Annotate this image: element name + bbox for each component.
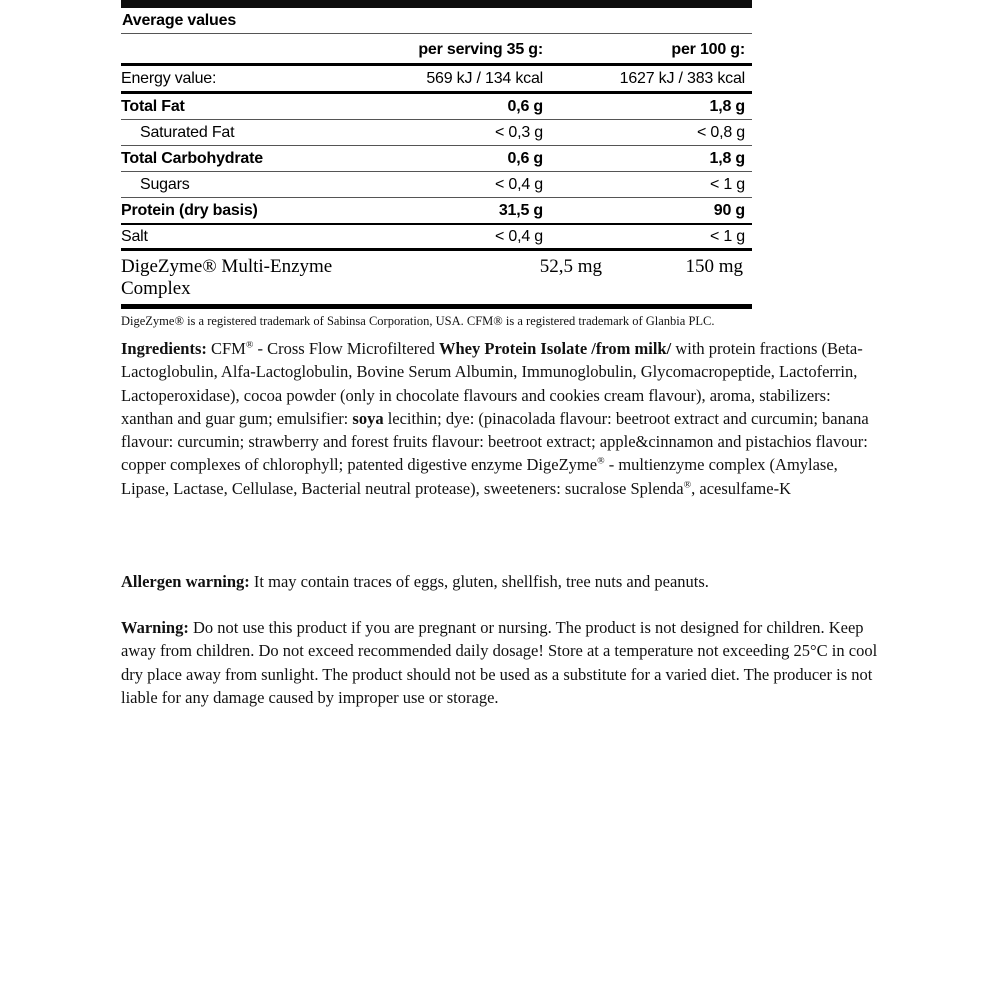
table-row <box>121 66 752 94</box>
row-value: 1627 kJ / 383 kcal <box>619 70 745 87</box>
allergen-warning-paragraph: Allergen warning: It may contain traces of eggs, gluten, shellfish, tree nuts and peanuts. <box>121 572 709 591</box>
row-value: < 0,4 g <box>495 176 543 193</box>
row-value: 31,5 g <box>498 202 543 219</box>
table-header-row <box>121 34 752 66</box>
row-value: 569 kJ / 134 kcal <box>426 70 543 87</box>
row-value: < 0,8 g <box>697 124 745 141</box>
table-row <box>121 225 752 251</box>
row-label: Total Fat <box>121 98 185 115</box>
table-row <box>121 146 752 172</box>
col-header-per-100g: per 100 g: <box>671 41 745 58</box>
enzyme-per-100g-value: 150 mg <box>685 256 743 277</box>
row-value: 0,6 g <box>507 150 543 167</box>
row-value: 1,8 g <box>709 150 745 167</box>
row-value: < 1 g <box>709 176 745 193</box>
enzyme-complex-row <box>121 251 752 309</box>
row-value: 1,8 g <box>709 98 745 115</box>
nutrition-rows <box>121 66 752 251</box>
ingredients-paragraph: Ingredients: CFM® - Cross Flow Microfiltered Whey Protein Isolate /from milk/ with protein fractions (Beta-Lactoglobulin, Alfa-Lactoglobulin, Bovine Serum Albumin, Immunoglobulin, Glycomacropeptide, Lactoferrin, Lactoperoxidase), cocoa powder (only in chocolate flavours and cookies cream flavour), aroma, stabilizers: xanthan and guar gum; emulsifier: soya lecithin; dye: (pinacolada flavour: beetroot extract and curcumin; banana flavour: curcumin; strawberry and forest fruits flavour: beetroot extract; apple&cinnamon and pistachios flavour: copper complexes of chlorophyll; patented digestive enzyme DigeZyme® - multienzyme complex (Amylase, Lipase, Lactase, Cellulase, Bacterial neutral protease), sweeteners: sucralose Splenda®, acesulfame-K <box>121 339 869 498</box>
row-value: 0,6 g <box>507 98 543 115</box>
row-label: Sugars <box>140 176 190 193</box>
row-value: < 0,4 g <box>495 228 543 245</box>
row-label: Energy value: <box>121 70 217 87</box>
row-value: 90 g <box>713 202 745 219</box>
top-black-bar <box>121 0 752 8</box>
trademark-footnote: DigeZyme® is a registered trademark of Sabinsa Corporation, USA. CFM® is a registered trademark of Glanbia PLC. <box>121 314 715 328</box>
row-label: Total Carbohydrate <box>121 150 263 167</box>
col-header-per-serving: per serving 35 g: <box>418 41 543 58</box>
row-label: Protein (dry basis) <box>121 202 258 219</box>
warning-paragraph: Warning: Do not use this product if you are pregnant or nursing. The product is not designed for children. Keep away from children. Do not exceed recommended daily dosage! Store at a temperature not exceeding 25°C in cool dry place away from sunlight. The product should not be used as a substitute for a varied diet. The producer is not liable for any damage caused by improper use or storage. <box>121 618 878 707</box>
table-row <box>121 120 752 146</box>
table-row <box>121 172 752 198</box>
table-row <box>121 198 752 225</box>
table-row <box>121 94 752 120</box>
row-label: Salt <box>121 228 148 245</box>
row-label: Saturated Fat <box>140 124 235 141</box>
enzyme-per-serving-value: 52,5 mg <box>539 256 602 277</box>
enzyme-label: DigeZyme® Multi-Enzyme Complex <box>121 256 333 299</box>
table-title: Average values <box>121 8 752 34</box>
nutrition-table <box>121 0 752 329</box>
row-value: < 1 g <box>709 228 745 245</box>
row-value: < 0,3 g <box>495 124 543 141</box>
